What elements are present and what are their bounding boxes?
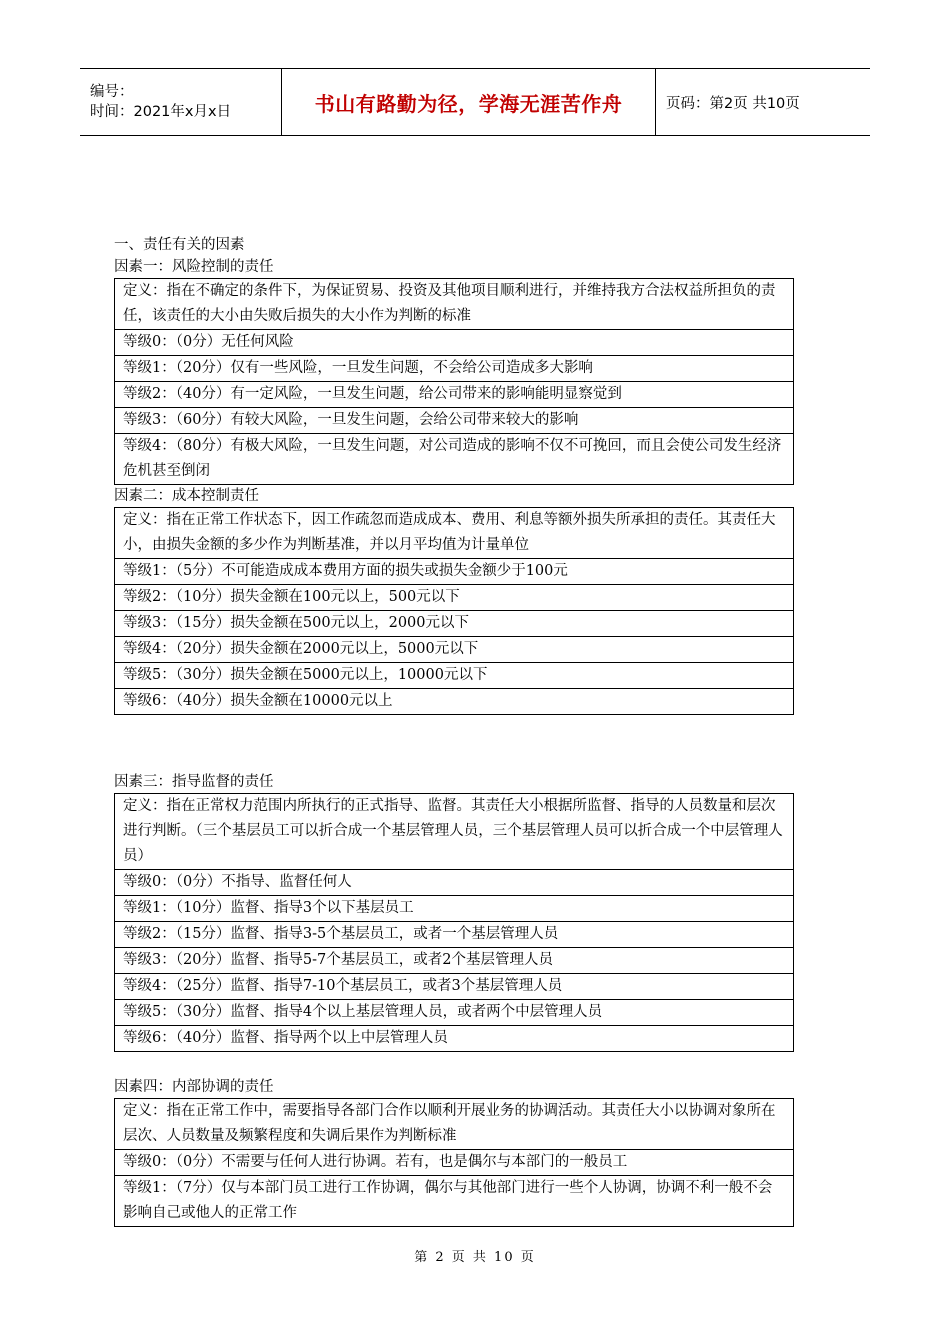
level-row xyxy=(115,559,794,585)
level-cell: 等级1：（5分）不可能造成成本费用方面的损失或损失金额少于100元 xyxy=(115,559,794,585)
header-page-info xyxy=(656,69,870,135)
level-cell: 等级3：（20分）监督、指导5-7个基层员工，或者2个基层管理人员 xyxy=(115,948,794,974)
definition-row xyxy=(115,508,794,559)
level-row xyxy=(115,356,794,382)
level-cell: 等级1：（10分）监督、指导3个以下基层员工 xyxy=(115,896,794,922)
document-body xyxy=(114,234,794,1227)
level-cell: 等级6：（40分）损失金额在10000元以上 xyxy=(115,689,794,715)
level-row xyxy=(115,434,794,485)
level-cell: 等级1：（7分）仅与本部门员工进行工作协调，偶尔与其他部门进行一些个人协调，协调不利一般不会影响自己或他人的正常工作 xyxy=(115,1176,794,1227)
factor-title: 因素三：指导监督的责任 xyxy=(114,774,274,790)
factor-title: 因素二：成本控制责任 xyxy=(114,488,259,504)
level-cell: 等级2：（10分）损失金额在100元以上，500元以下 xyxy=(115,585,794,611)
level-cell: 等级0：（0分）不指导、监督任何人 xyxy=(115,870,794,896)
level-row xyxy=(115,948,794,974)
definition-row xyxy=(115,279,794,330)
level-cell: 等级3：（15分）损失金额在500元以上，2000元以下 xyxy=(115,611,794,637)
page-header xyxy=(80,68,870,136)
level-cell: 等级2：（15分）监督、指导3-5个基层员工，或者一个基层管理人员 xyxy=(115,922,794,948)
definition-cell: 定义：指在正常权力范围内所执行的正式指导、监督。其责任大小根据所监督、指导的人员数量和层次进行判断。（三个基层员工可以折合成一个基层管理人员，三个基层管理人员可以折合成一个中层管理人员） xyxy=(115,794,794,870)
factor-table xyxy=(114,507,794,715)
level-row xyxy=(115,689,794,715)
level-row xyxy=(115,974,794,1000)
level-cell: 等级5：（30分）损失金额在5000元以上，10000元以下 xyxy=(115,663,794,689)
level-cell: 等级0：（0分）无任何风险 xyxy=(115,330,794,356)
level-cell: 等级4：（80分）有极大风险，一旦发生问题，对公司造成的影响不仅不可挽回，而且会使公司发生经济危机甚至倒闭 xyxy=(115,434,794,485)
factor-table xyxy=(114,278,794,485)
level-cell: 等级0：（0分）不需要与任何人进行协调。若有，也是偶尔与本部门的一般员工 xyxy=(115,1150,794,1176)
spacer xyxy=(114,1052,794,1076)
level-row xyxy=(115,1000,794,1026)
definition-row xyxy=(115,794,794,870)
level-row xyxy=(115,1150,794,1176)
level-row xyxy=(115,637,794,663)
page-info-text: 页码：第2页 共10页 xyxy=(666,95,800,112)
spacer xyxy=(114,715,794,771)
time-label: 时间：2021年x月x日 xyxy=(90,104,232,120)
level-row xyxy=(115,922,794,948)
level-row xyxy=(115,1026,794,1052)
level-row xyxy=(115,408,794,434)
level-row xyxy=(115,1176,794,1227)
page-footer: 第 2 页 共 10 页 xyxy=(414,1250,536,1265)
level-cell: 等级5：（30分）监督、指导4个以上基层管理人员，或者两个中层管理人员 xyxy=(115,1000,794,1026)
definition-cell: 定义：指在不确定的条件下，为保证贸易、投资及其他项目顺利进行，并维持我方合法权益所担负的责任，该责任的大小由失败后损失的大小作为判断的标准 xyxy=(115,279,794,330)
level-row xyxy=(115,870,794,896)
header-meta xyxy=(80,69,282,135)
level-cell: 等级4：（20分）损失金额在2000元以上，5000元以下 xyxy=(115,637,794,663)
level-row xyxy=(115,896,794,922)
level-row xyxy=(115,382,794,408)
level-cell: 等级6：（40分）监督、指导两个以上中层管理人员 xyxy=(115,1026,794,1052)
level-row xyxy=(115,611,794,637)
level-cell: 等级2：（40分）有一定风险，一旦发生问题，给公司带来的影响能明显察觉到 xyxy=(115,382,794,408)
factor-table xyxy=(114,793,794,1052)
level-row xyxy=(115,585,794,611)
level-cell: 等级3：（60分）有较大风险，一旦发生问题，会给公司带来较大的影响 xyxy=(115,408,794,434)
factor-title: 因素一：风险控制的责任 xyxy=(114,259,274,275)
section-heading: 一、责任有关的因素 xyxy=(114,237,245,253)
level-row xyxy=(115,663,794,689)
definition-row xyxy=(115,1099,794,1150)
factor-title: 因素四：内部协调的责任 xyxy=(114,1079,274,1095)
motto-text: 书山有路勤为径，学海无涯苦作舟 xyxy=(314,91,623,116)
level-row xyxy=(115,330,794,356)
definition-cell: 定义：指在正常工作中，需要指导各部门合作以顺利开展业务的协调活动。其责任大小以协调对象所在层次、人员数量及频繁程度和失调后果作为判断标准 xyxy=(115,1099,794,1150)
factor-table xyxy=(114,1098,794,1227)
level-cell: 等级1：（20分）仅有一些风险，一旦发生问题，不会给公司造成多大影响 xyxy=(115,356,794,382)
number-label: 编号： xyxy=(90,84,134,100)
level-cell: 等级4：（25分）监督、指导7-10个基层员工，或者3个基层管理人员 xyxy=(115,974,794,1000)
definition-cell: 定义：指在正常工作状态下，因工作疏忽而造成成本、费用、利息等额外损失所承担的责任。其责任大小，由损失金额的多少作为判断基准，并以月平均值为计量单位 xyxy=(115,508,794,559)
header-motto xyxy=(282,69,656,135)
